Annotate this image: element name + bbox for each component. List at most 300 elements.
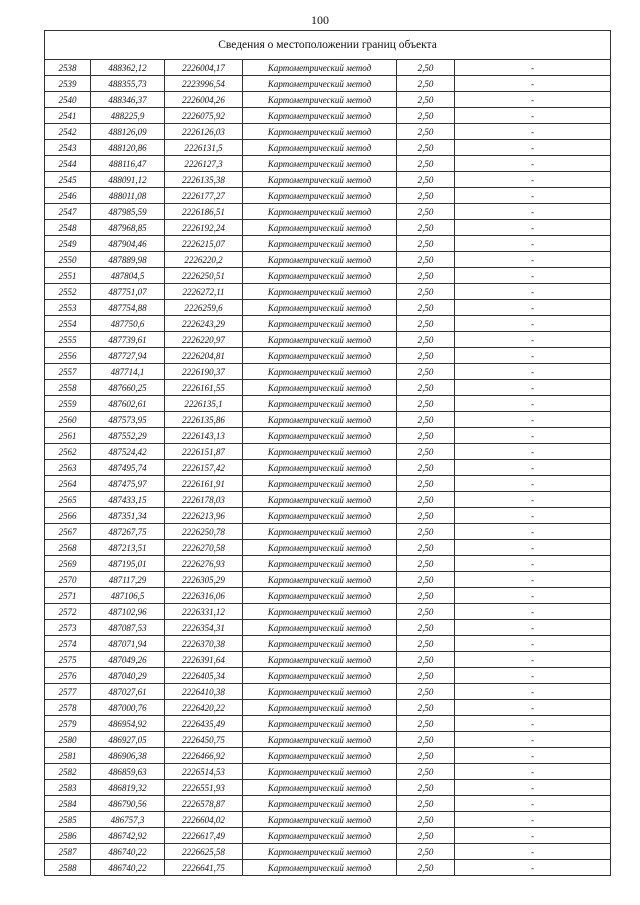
accuracy-cell: 2,50 [397,412,455,428]
table-body [45,60,611,876]
x-coordinate-cell: 487000,76 [91,700,165,716]
note-cell: - [455,764,611,780]
x-coordinate-cell: 487117,29 [91,572,165,588]
accuracy-cell: 2,50 [397,588,455,604]
point-number-cell: 2571 [45,588,91,604]
y-coordinate-cell: 2226186,51 [165,204,243,220]
table-row [45,268,611,284]
accuracy-cell: 2,50 [397,172,455,188]
point-number-cell: 2538 [45,60,91,76]
method-cell: Картометрический метод [243,636,397,652]
accuracy-cell: 2,50 [397,492,455,508]
table-row [45,540,611,556]
point-number-cell: 2557 [45,364,91,380]
table-row [45,620,611,636]
note-cell: - [455,124,611,140]
accuracy-cell: 2,50 [397,700,455,716]
method-cell: Картометрический метод [243,172,397,188]
table-row [45,684,611,700]
table-row [45,92,611,108]
note-cell: - [455,412,611,428]
x-coordinate-cell: 487573,95 [91,412,165,428]
method-cell: Картометрический метод [243,556,397,572]
table-row [45,364,611,380]
table-row [45,716,611,732]
x-coordinate-cell: 487102,96 [91,604,165,620]
point-number-cell: 2565 [45,492,91,508]
note-cell: - [455,668,611,684]
point-number-cell: 2559 [45,396,91,412]
method-cell: Картометрический метод [243,60,397,76]
table-row [45,636,611,652]
point-number-cell: 2561 [45,428,91,444]
method-cell: Картометрический метод [243,732,397,748]
x-coordinate-cell: 486954,92 [91,716,165,732]
x-coordinate-cell: 486906,38 [91,748,165,764]
y-coordinate-cell: 2226220,97 [165,332,243,348]
accuracy-cell: 2,50 [397,92,455,108]
method-cell: Картометрический метод [243,332,397,348]
y-coordinate-cell: 2226276,93 [165,556,243,572]
accuracy-cell: 2,50 [397,364,455,380]
x-coordinate-cell: 487804,5 [91,268,165,284]
table-row [45,476,611,492]
note-cell: - [455,172,611,188]
point-number-cell: 2567 [45,524,91,540]
note-cell: - [455,108,611,124]
method-cell: Картометрический метод [243,588,397,604]
note-cell: - [455,652,611,668]
point-number-cell: 2564 [45,476,91,492]
point-number-cell: 2540 [45,92,91,108]
accuracy-cell: 2,50 [397,316,455,332]
accuracy-cell: 2,50 [397,860,455,876]
x-coordinate-cell: 487904,46 [91,236,165,252]
table-row [45,572,611,588]
accuracy-cell: 2,50 [397,684,455,700]
table-row [45,460,611,476]
point-number-cell: 2584 [45,796,91,812]
accuracy-cell: 2,50 [397,540,455,556]
note-cell: - [455,540,611,556]
point-number-cell: 2548 [45,220,91,236]
method-cell: Картометрический метод [243,764,397,780]
accuracy-cell: 2,50 [397,652,455,668]
note-cell: - [455,380,611,396]
method-cell: Картометрический метод [243,620,397,636]
table-row [45,412,611,428]
x-coordinate-cell: 486859,63 [91,764,165,780]
table-row [45,508,611,524]
table-row [45,844,611,860]
accuracy-cell: 2,50 [397,124,455,140]
y-coordinate-cell: 2226126,03 [165,124,243,140]
y-coordinate-cell: 2226192,24 [165,220,243,236]
method-cell: Картометрический метод [243,604,397,620]
accuracy-cell: 2,50 [397,748,455,764]
y-coordinate-cell: 2226004,17 [165,60,243,76]
table-row [45,60,611,76]
method-cell: Картометрический метод [243,428,397,444]
point-number-cell: 2544 [45,156,91,172]
accuracy-cell: 2,50 [397,732,455,748]
accuracy-cell: 2,50 [397,156,455,172]
x-coordinate-cell: 488126,09 [91,124,165,140]
y-coordinate-cell: 2226604,02 [165,812,243,828]
y-coordinate-cell: 2226204,81 [165,348,243,364]
table-row [45,332,611,348]
accuracy-cell: 2,50 [397,60,455,76]
note-cell: - [455,780,611,796]
x-coordinate-cell: 486927,05 [91,732,165,748]
point-number-cell: 2573 [45,620,91,636]
accuracy-cell: 2,50 [397,348,455,364]
method-cell: Картометрический метод [243,524,397,540]
note-cell: - [455,572,611,588]
accuracy-cell: 2,50 [397,844,455,860]
point-number-cell: 2551 [45,268,91,284]
x-coordinate-cell: 486740,22 [91,860,165,876]
x-coordinate-cell: 487660,25 [91,380,165,396]
y-coordinate-cell: 2226450,75 [165,732,243,748]
method-cell: Картометрический метод [243,748,397,764]
point-number-cell: 2568 [45,540,91,556]
x-coordinate-cell: 486742,92 [91,828,165,844]
method-cell: Картометрический метод [243,140,397,156]
table-row [45,828,611,844]
y-coordinate-cell: 2226370,38 [165,636,243,652]
y-coordinate-cell: 2226272,11 [165,284,243,300]
accuracy-cell: 2,50 [397,300,455,316]
point-number-cell: 2585 [45,812,91,828]
accuracy-cell: 2,50 [397,572,455,588]
note-cell: - [455,684,611,700]
y-coordinate-cell: 2226127,3 [165,156,243,172]
method-cell: Картометрический метод [243,572,397,588]
note-cell: - [455,844,611,860]
table-title: Сведения о местоположении границ объекта [45,31,611,60]
accuracy-cell: 2,50 [397,524,455,540]
note-cell: - [455,812,611,828]
table-row [45,156,611,172]
y-coordinate-cell: 2226143,13 [165,428,243,444]
note-cell: - [455,348,611,364]
note-cell: - [455,444,611,460]
note-cell: - [455,460,611,476]
accuracy-cell: 2,50 [397,796,455,812]
method-cell: Картометрический метод [243,812,397,828]
note-cell: - [455,220,611,236]
table-row [45,556,611,572]
note-cell: - [455,732,611,748]
method-cell: Картометрический метод [243,860,397,876]
x-coordinate-cell: 487071,94 [91,636,165,652]
point-number-cell: 2586 [45,828,91,844]
table-row [45,764,611,780]
method-cell: Картометрический метод [243,668,397,684]
method-cell: Картометрический метод [243,460,397,476]
accuracy-cell: 2,50 [397,396,455,412]
x-coordinate-cell: 488091,12 [91,172,165,188]
x-coordinate-cell: 488120,86 [91,140,165,156]
y-coordinate-cell: 2226135,1 [165,396,243,412]
point-number-cell: 2581 [45,748,91,764]
y-coordinate-cell: 2226135,86 [165,412,243,428]
method-cell: Картометрический метод [243,284,397,300]
x-coordinate-cell: 488225,9 [91,108,165,124]
note-cell: - [455,76,611,92]
accuracy-cell: 2,50 [397,620,455,636]
accuracy-cell: 2,50 [397,428,455,444]
point-number-cell: 2588 [45,860,91,876]
note-cell: - [455,828,611,844]
y-coordinate-cell: 2226131,5 [165,140,243,156]
point-number-cell: 2578 [45,700,91,716]
note-cell: - [455,860,611,876]
x-coordinate-cell: 487985,59 [91,204,165,220]
method-cell: Картометрический метод [243,828,397,844]
method-cell: Картометрический метод [243,684,397,700]
x-coordinate-cell: 487751,07 [91,284,165,300]
table-row [45,492,611,508]
point-number-cell: 2545 [45,172,91,188]
method-cell: Картометрический метод [243,252,397,268]
point-number-cell: 2541 [45,108,91,124]
table-row [45,524,611,540]
y-coordinate-cell: 2226004,26 [165,92,243,108]
table-row [45,348,611,364]
accuracy-cell: 2,50 [397,268,455,284]
accuracy-cell: 2,50 [397,204,455,220]
point-number-cell: 2558 [45,380,91,396]
y-coordinate-cell: 2226466,92 [165,748,243,764]
y-coordinate-cell: 2226161,91 [165,476,243,492]
y-coordinate-cell: 2226250,78 [165,524,243,540]
method-cell: Картометрический метод [243,796,397,812]
y-coordinate-cell: 2226641,75 [165,860,243,876]
method-cell: Картометрический метод [243,204,397,220]
table-row [45,732,611,748]
method-cell: Картометрический метод [243,156,397,172]
x-coordinate-cell: 487027,61 [91,684,165,700]
y-coordinate-cell: 2226178,03 [165,492,243,508]
y-coordinate-cell: 2226410,38 [165,684,243,700]
note-cell: - [455,140,611,156]
method-cell: Картометрический метод [243,300,397,316]
x-coordinate-cell: 486757,3 [91,812,165,828]
point-number-cell: 2539 [45,76,91,92]
accuracy-cell: 2,50 [397,636,455,652]
point-number-cell: 2572 [45,604,91,620]
point-number-cell: 2556 [45,348,91,364]
point-number-cell: 2580 [45,732,91,748]
y-coordinate-cell: 2226617,49 [165,828,243,844]
y-coordinate-cell: 2226331,12 [165,604,243,620]
table-row [45,284,611,300]
accuracy-cell: 2,50 [397,108,455,124]
table-row [45,860,611,876]
x-coordinate-cell: 487040,29 [91,668,165,684]
method-cell: Картометрический метод [243,508,397,524]
note-cell: - [455,508,611,524]
accuracy-cell: 2,50 [397,812,455,828]
note-cell: - [455,268,611,284]
x-coordinate-cell: 487727,94 [91,348,165,364]
note-cell: - [455,556,611,572]
method-cell: Картометрический метод [243,844,397,860]
x-coordinate-cell: 487714,1 [91,364,165,380]
x-coordinate-cell: 486790,56 [91,796,165,812]
y-coordinate-cell: 2226215,07 [165,236,243,252]
point-number-cell: 2560 [45,412,91,428]
x-coordinate-cell: 487750,6 [91,316,165,332]
x-coordinate-cell: 487267,75 [91,524,165,540]
accuracy-cell: 2,50 [397,140,455,156]
table-row [45,796,611,812]
table-row [45,700,611,716]
table-row [45,604,611,620]
y-coordinate-cell: 2226578,87 [165,796,243,812]
y-coordinate-cell: 2226135,38 [165,172,243,188]
y-coordinate-cell: 2226157,42 [165,460,243,476]
y-coordinate-cell: 2226151,87 [165,444,243,460]
table-row [45,316,611,332]
accuracy-cell: 2,50 [397,828,455,844]
x-coordinate-cell: 487754,88 [91,300,165,316]
note-cell: - [455,620,611,636]
method-cell: Картометрический метод [243,652,397,668]
x-coordinate-cell: 487195,01 [91,556,165,572]
note-cell: - [455,636,611,652]
accuracy-cell: 2,50 [397,460,455,476]
method-cell: Картометрический метод [243,92,397,108]
point-number-cell: 2579 [45,716,91,732]
note-cell: - [455,92,611,108]
note-cell: - [455,204,611,220]
y-coordinate-cell: 2226243,29 [165,316,243,332]
y-coordinate-cell: 2226305,29 [165,572,243,588]
y-coordinate-cell: 2226435,49 [165,716,243,732]
boundary-points-table [44,30,611,876]
method-cell: Картометрический метод [243,76,397,92]
table-row [45,204,611,220]
x-coordinate-cell: 487495,74 [91,460,165,476]
method-cell: Картометрический метод [243,268,397,284]
table-row [45,140,611,156]
x-coordinate-cell: 487433,15 [91,492,165,508]
accuracy-cell: 2,50 [397,188,455,204]
accuracy-cell: 2,50 [397,252,455,268]
note-cell: - [455,748,611,764]
table-row [45,380,611,396]
table-row [45,812,611,828]
method-cell: Картометрический метод [243,380,397,396]
accuracy-cell: 2,50 [397,668,455,684]
note-cell: - [455,316,611,332]
y-coordinate-cell: 2226551,93 [165,780,243,796]
y-coordinate-cell: 2226625,58 [165,844,243,860]
x-coordinate-cell: 488355,73 [91,76,165,92]
y-coordinate-cell: 2226391,64 [165,652,243,668]
x-coordinate-cell: 488116,47 [91,156,165,172]
y-coordinate-cell: 2226190,37 [165,364,243,380]
method-cell: Картометрический метод [243,412,397,428]
y-coordinate-cell: 2226514,53 [165,764,243,780]
point-number-cell: 2554 [45,316,91,332]
accuracy-cell: 2,50 [397,716,455,732]
method-cell: Картометрический метод [243,780,397,796]
table-row [45,236,611,252]
y-coordinate-cell: 2226213,96 [165,508,243,524]
accuracy-cell: 2,50 [397,604,455,620]
note-cell: - [455,492,611,508]
y-coordinate-cell: 2226161,55 [165,380,243,396]
x-coordinate-cell: 488011,08 [91,188,165,204]
note-cell: - [455,700,611,716]
accuracy-cell: 2,50 [397,220,455,236]
accuracy-cell: 2,50 [397,780,455,796]
method-cell: Картометрический метод [243,124,397,140]
x-coordinate-cell: 488346,37 [91,92,165,108]
x-coordinate-cell: 487552,29 [91,428,165,444]
point-number-cell: 2582 [45,764,91,780]
note-cell: - [455,252,611,268]
method-cell: Картометрический метод [243,700,397,716]
point-number-cell: 2587 [45,844,91,860]
point-number-cell: 2576 [45,668,91,684]
x-coordinate-cell: 487602,61 [91,396,165,412]
y-coordinate-cell: 2226405,34 [165,668,243,684]
point-number-cell: 2552 [45,284,91,300]
y-coordinate-cell: 2226177,27 [165,188,243,204]
y-coordinate-cell: 2226220,2 [165,252,243,268]
point-number-cell: 2563 [45,460,91,476]
method-cell: Картометрический метод [243,364,397,380]
x-coordinate-cell: 486819,32 [91,780,165,796]
table-row [45,668,611,684]
x-coordinate-cell: 487524,42 [91,444,165,460]
x-coordinate-cell: 487087,53 [91,620,165,636]
note-cell: - [455,796,611,812]
method-cell: Картометрический метод [243,396,397,412]
y-coordinate-cell: 2226270,58 [165,540,243,556]
note-cell: - [455,588,611,604]
table-row [45,252,611,268]
y-coordinate-cell: 2226420,22 [165,700,243,716]
accuracy-cell: 2,50 [397,332,455,348]
x-coordinate-cell: 488362,12 [91,60,165,76]
table-row [45,444,611,460]
table-row [45,428,611,444]
method-cell: Картометрический метод [243,476,397,492]
accuracy-cell: 2,50 [397,556,455,572]
table-row [45,124,611,140]
x-coordinate-cell: 487106,5 [91,588,165,604]
table-row [45,172,611,188]
point-number-cell: 2574 [45,636,91,652]
note-cell: - [455,364,611,380]
note-cell: - [455,156,611,172]
table-row [45,188,611,204]
method-cell: Картометрический метод [243,492,397,508]
accuracy-cell: 2,50 [397,236,455,252]
point-number-cell: 2542 [45,124,91,140]
method-cell: Картометрический метод [243,236,397,252]
point-number-cell: 2575 [45,652,91,668]
point-number-cell: 2549 [45,236,91,252]
y-coordinate-cell: 2226316,06 [165,588,243,604]
point-number-cell: 2547 [45,204,91,220]
